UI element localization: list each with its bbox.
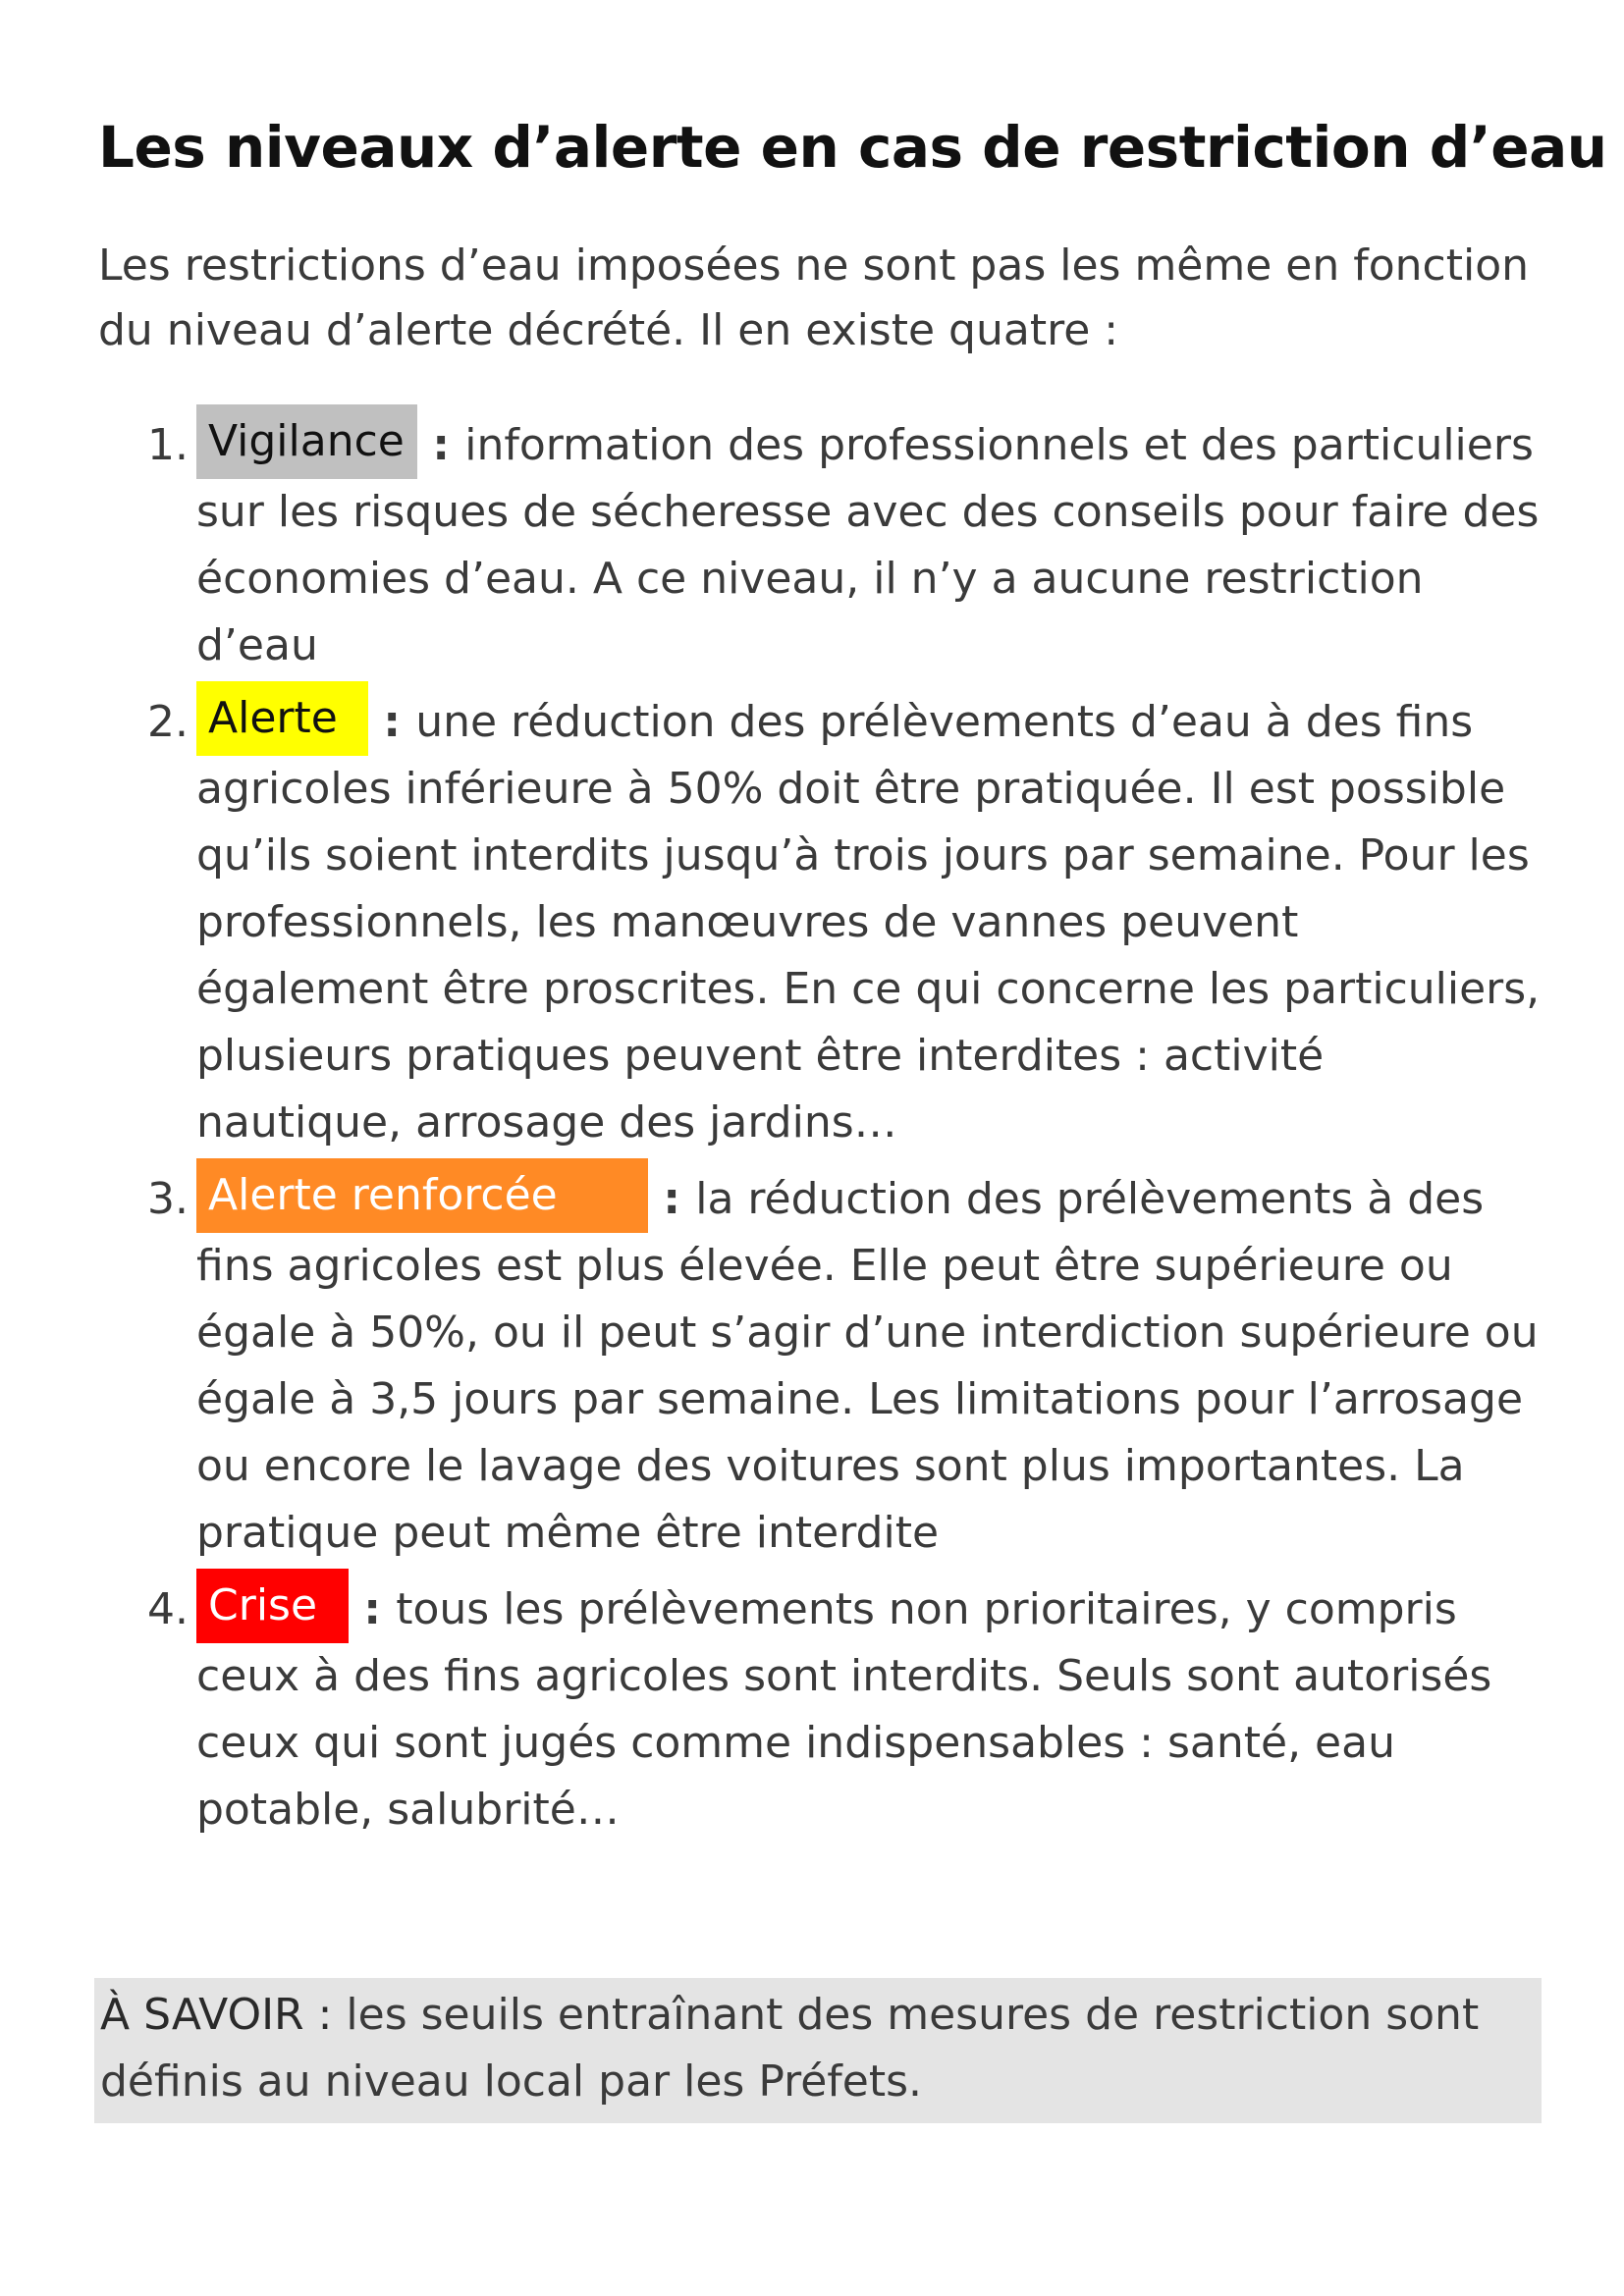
level-description: la réduction des prélèvements à des fins agricoles est plus élevée. Elle peut être supérieure ou égale à 50%, ou il peut s’agir d’une interdiction supérieure ou égale à 3,5 jours par semaine. Les limitations pour l’arrosage ou encore le lavage des voitures sont plus importantes. La pratique peut même être interdite [196,1174,1539,1558]
list-number: 1. [147,420,189,470]
list-item-alerte [98,689,1542,1156]
list-number: 2. [147,697,189,747]
intro-paragraph: Les restrictions d’eau imposées ne sont pas les même en fonction du niveau d’alerte décrété. Il en existe quatre : [98,240,1530,355]
colon: : [648,1174,696,1224]
info-box-a-savoir [94,1978,1542,2123]
colon: : [368,697,416,747]
page-title: Les niveaux d’alerte en cas de restriction d’eau [98,114,1607,181]
list-number: 4. [147,1584,189,1634]
document-page [98,108,1607,1853]
alert-levels-list [98,412,1542,1843]
info-box-text: les seuils entraînant des mesures de restriction sont définis au niveau local par les Préfets. [100,1990,1480,2107]
level-description: information des professionnels et des particuliers sur les risques de sécheresse avec des conseils pour faire des économies d’eau. A ce niveau, il n’y a aucune restriction d’eau [196,420,1540,670]
colon: : [349,1584,397,1634]
level-description: tous les prélèvements non prioritaires, y compris ceux à des fins agricoles sont interdits. Seuls sont autorisés ceux qui sont jugés comme indispensables : santé, eau potable, salubrité… [196,1584,1492,1835]
list-item-vigilance [98,412,1542,679]
level-description: une réduction des prélèvements d’eau à des fins agricoles inférieure à 50% doit être pratiquée. Il est possible qu’ils soient interdits jusqu’à trois jours par semaine. Pour les professionnels, les manœuvres de vannes peuvent également être proscrites. En ce qui concerne les particuliers, plusieurs pratiques peuvent être interdites : activité nautique, arrosage des jardins… [196,697,1541,1148]
tag-vigilance: Vigilance [196,404,417,479]
list-item-alerte-renforcee [98,1166,1542,1567]
tag-crise: Crise [196,1569,349,1643]
list-item-crise [98,1576,1542,1843]
colon: : [417,420,465,470]
tag-alerte-renforcee: Alerte renforcée [196,1158,648,1233]
list-number: 3. [147,1174,189,1224]
info-box-label: À SAVOIR : [100,1990,333,2040]
tag-alerte: Alerte [196,681,368,756]
